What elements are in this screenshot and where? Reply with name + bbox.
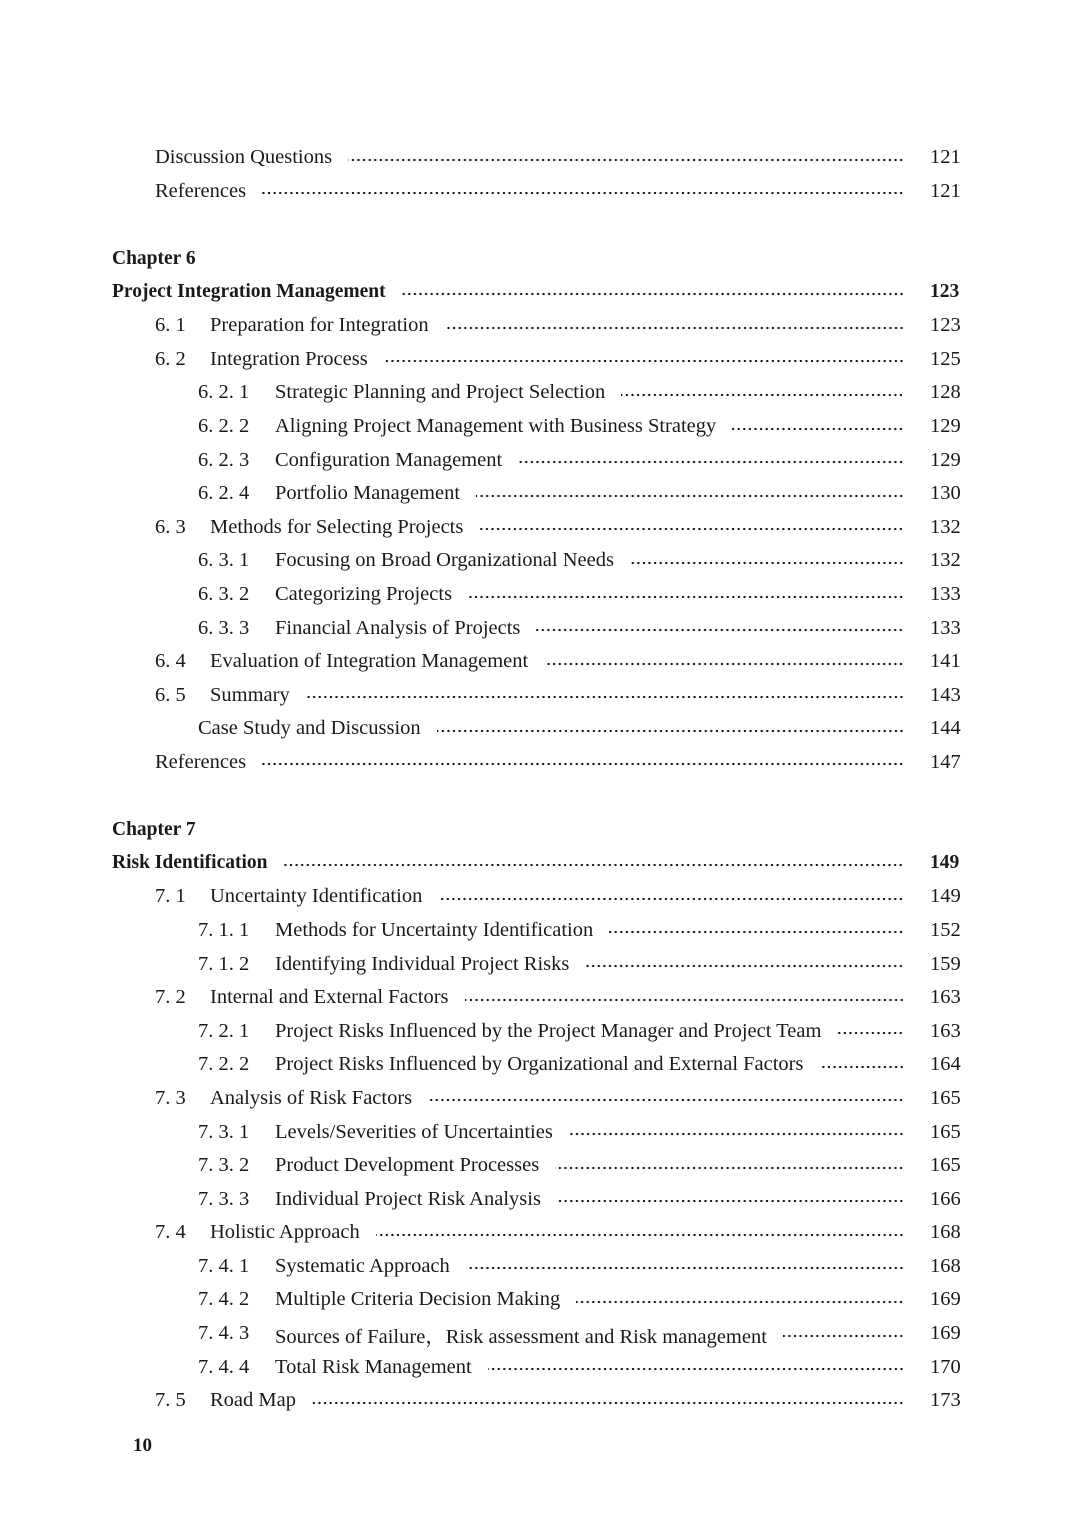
dot-leader (312, 1400, 904, 1406)
page-ref: 121 (930, 146, 961, 169)
dot-leader (544, 661, 904, 667)
table-of-contents (0, 141, 1080, 1418)
toc-entry[interactable] (0, 1182, 1080, 1216)
toc-entry[interactable] (0, 578, 1080, 612)
toc-entry[interactable] (0, 410, 1080, 444)
dot-leader (438, 896, 904, 902)
section-number: 6. 2. 1 (198, 381, 250, 404)
dot-leader (348, 157, 904, 163)
toc-entry[interactable] (0, 477, 1080, 511)
page-ref: 165 (930, 1120, 961, 1143)
dot-leader (262, 190, 904, 196)
dot-leader (402, 291, 904, 297)
page-ref: 132 (930, 515, 961, 538)
section-number: 7. 1. 1 (198, 918, 250, 941)
dot-leader (569, 1131, 904, 1137)
page-ref: 169 (930, 1322, 961, 1345)
section-number: 6. 4 (155, 650, 186, 673)
toc-entry[interactable] (0, 376, 1080, 410)
entry-title: Discussion Questions (155, 146, 333, 169)
toc-entry[interactable] (0, 175, 1080, 209)
entry-title: Strategic Planning and Project Selection (275, 381, 606, 404)
page-ref: 159 (930, 952, 961, 975)
page-ref: 129 (930, 415, 961, 438)
dot-leader (465, 997, 904, 1003)
toc-entry[interactable] (0, 746, 1080, 780)
page-ref: 141 (930, 650, 961, 673)
page-ref: 170 (930, 1355, 961, 1378)
toc-entry[interactable] (0, 611, 1080, 645)
section-number: 6. 2. 2 (198, 415, 250, 438)
entry-title: Internal and External Factors (210, 986, 449, 1009)
dot-leader (384, 358, 904, 364)
dot-leader (820, 1064, 905, 1070)
entry-title: Identifying Individual Project Risks (275, 952, 570, 975)
toc-entry[interactable] (0, 981, 1080, 1015)
toc-entry[interactable] (0, 1048, 1080, 1082)
page-ref: 130 (930, 482, 961, 505)
toc-entry[interactable] (0, 1014, 1080, 1048)
page-ref: 149 (930, 885, 961, 908)
dot-leader (466, 1265, 904, 1271)
entry-title: References (155, 750, 247, 773)
page-ref: 129 (930, 448, 961, 471)
spacer (0, 208, 1080, 242)
dot-leader (476, 493, 904, 499)
page-ref: 133 (930, 616, 961, 639)
toc-entry[interactable] (0, 1250, 1080, 1284)
entry-title: Evaluation of Integration Management (210, 650, 529, 673)
page-ref: 168 (930, 1254, 961, 1277)
toc-entry[interactable] (0, 544, 1080, 578)
dot-leader (306, 694, 904, 700)
toc-entry[interactable] (0, 1149, 1080, 1183)
section-number: 6. 3. 1 (198, 549, 250, 572)
dot-leader (437, 728, 904, 734)
section-number: 7. 1 (155, 885, 186, 908)
dot-leader (262, 761, 904, 767)
page-ref: 147 (930, 750, 961, 773)
page-ref: 149 (930, 852, 960, 874)
section-number: 7. 3. 3 (198, 1187, 250, 1210)
toc-entry[interactable] (0, 914, 1080, 948)
entry-title: Sources of Failure，Risk assessment and Risk management (275, 1325, 767, 1348)
section-number: 6. 3. 2 (198, 583, 250, 606)
section-number: 6. 1 (155, 314, 186, 337)
page-ref: 123 (930, 281, 960, 303)
dot-leader (479, 526, 904, 532)
page-ref: 173 (930, 1389, 961, 1412)
page-ref: 163 (930, 1019, 961, 1042)
toc-entry[interactable] (0, 679, 1080, 713)
page-ref: 132 (930, 549, 961, 572)
toc-entry[interactable] (0, 645, 1080, 679)
dot-leader (557, 1198, 904, 1204)
entry-title: Project Integration Management (112, 281, 386, 303)
entry-title: Methods for Selecting Projects (210, 515, 464, 538)
toc-entry[interactable] (0, 1115, 1080, 1149)
page-ref: 152 (930, 918, 961, 941)
dot-leader (576, 1299, 904, 1305)
toc-entry[interactable] (0, 1216, 1080, 1250)
entry-title: Summary (210, 683, 290, 706)
entry-title: Case Study and Discussion (198, 717, 421, 740)
toc-entry[interactable] (0, 1384, 1080, 1418)
section-number: 7. 4. 4 (198, 1355, 250, 1378)
page-ref: 121 (930, 179, 961, 202)
section-number: 6. 3 (155, 515, 186, 538)
entry-title: Methods for Uncertainty Identification (275, 918, 594, 941)
page-ref: 133 (930, 583, 961, 606)
section-number: 7. 1. 2 (198, 952, 250, 975)
section-number: 7. 2 (155, 986, 186, 1009)
dot-leader (732, 426, 904, 432)
page-ref: 165 (930, 1154, 961, 1177)
page-ref: 128 (930, 381, 961, 404)
entry-title: Individual Project Risk Analysis (275, 1187, 541, 1210)
section-number: 7. 5 (155, 1389, 186, 1412)
page-ref: 165 (930, 1086, 961, 1109)
section-number: 6. 2. 3 (198, 448, 250, 471)
page-ref: 166 (930, 1187, 961, 1210)
chapter-title-entry[interactable] (0, 846, 1080, 880)
section-number: 7. 4. 1 (198, 1254, 250, 1277)
entry-title: Product Development Processes (275, 1154, 540, 1177)
dot-leader (488, 1366, 904, 1372)
entry-title: Analysis of Risk Factors (210, 1086, 413, 1109)
entry-title: Preparation for Integration (210, 314, 429, 337)
page-ref: 163 (930, 986, 961, 1009)
dot-leader (783, 1333, 904, 1339)
dot-leader (585, 963, 904, 969)
entry-title: Project Risks Influenced by Organizational and External Factors (275, 1053, 804, 1076)
entry-title: Risk Identification (112, 852, 268, 874)
toc-entry[interactable] (0, 1350, 1080, 1384)
section-number: 7. 3. 1 (198, 1120, 250, 1143)
entry-title: Financial Analysis of Projects (275, 616, 521, 639)
entry-title: Project Risks Influenced by the Project Manager and Project Team (275, 1019, 822, 1042)
entry-title: Levels/Severities of Uncertainties (275, 1120, 553, 1143)
toc-entry[interactable] (0, 309, 1080, 343)
section-number: 7. 2. 1 (198, 1019, 250, 1042)
dot-leader (837, 1030, 904, 1036)
dot-leader (445, 325, 904, 331)
entry-title: Road Map (210, 1389, 296, 1412)
toc-entry[interactable] (0, 141, 1080, 175)
page-ref: 164 (930, 1053, 961, 1076)
dot-leader (376, 1232, 904, 1238)
toc-entry[interactable] (0, 1283, 1080, 1317)
page-number: 10 (133, 1435, 152, 1456)
section-number: 6. 2 (155, 347, 186, 370)
section-number: 6. 2. 4 (198, 482, 250, 505)
dot-leader (468, 594, 904, 600)
entry-title: Multiple Criteria Decision Making (275, 1288, 561, 1311)
entry-title: Uncertainty Identification (210, 885, 423, 908)
dot-leader (621, 392, 904, 398)
entry-title: Integration Process (210, 347, 368, 370)
chapter-label: Chapter 7 (112, 818, 196, 840)
toc-entry[interactable] (0, 1317, 1080, 1351)
dot-leader (428, 1097, 904, 1103)
section-number: 7. 4 (155, 1221, 186, 1244)
entry-title: Configuration Management (275, 448, 503, 471)
entry-title: Total Risk Management (275, 1355, 472, 1378)
entry-title: Categorizing Projects (275, 583, 453, 606)
dot-leader (518, 459, 904, 465)
dot-leader (609, 929, 904, 935)
spacer (0, 779, 1080, 813)
chapter-label: Chapter 6 (112, 247, 196, 269)
page-ref: 143 (930, 683, 961, 706)
entry-title: Aligning Project Management with Business Strategy (275, 415, 717, 438)
toc-entry[interactable] (0, 343, 1080, 377)
toc-entry[interactable] (0, 947, 1080, 981)
section-number: 6. 3. 3 (198, 616, 250, 639)
page-ref: 125 (930, 347, 961, 370)
section-number: 7. 4. 2 (198, 1288, 250, 1311)
entry-title: Holistic Approach (210, 1221, 360, 1244)
section-number: 7. 3. 2 (198, 1154, 250, 1177)
toc-entry[interactable] (0, 511, 1080, 545)
page-ref: 144 (930, 717, 961, 740)
toc-entry[interactable] (0, 1082, 1080, 1116)
dot-leader (630, 560, 904, 566)
toc-entry[interactable] (0, 712, 1080, 746)
page-ref: 123 (930, 314, 961, 337)
dot-leader (555, 1165, 904, 1171)
section-number: 7. 2. 2 (198, 1053, 250, 1076)
toc-entry[interactable] (0, 443, 1080, 477)
toc-entry[interactable] (0, 880, 1080, 914)
chapter-title-entry[interactable] (0, 275, 1080, 309)
section-number: 7. 3 (155, 1086, 186, 1109)
section-number: 7. 4. 3 (198, 1322, 250, 1345)
entry-title: Portfolio Management (275, 482, 461, 505)
entry-title: Systematic Approach (275, 1254, 450, 1277)
dot-leader (283, 862, 904, 868)
entry-title: Focusing on Broad Organizational Needs (275, 549, 614, 572)
page-ref: 169 (930, 1288, 961, 1311)
section-number: 6. 5 (155, 683, 186, 706)
dot-leader (536, 627, 904, 633)
entry-title: References (155, 179, 247, 202)
page-ref: 168 (930, 1221, 961, 1244)
